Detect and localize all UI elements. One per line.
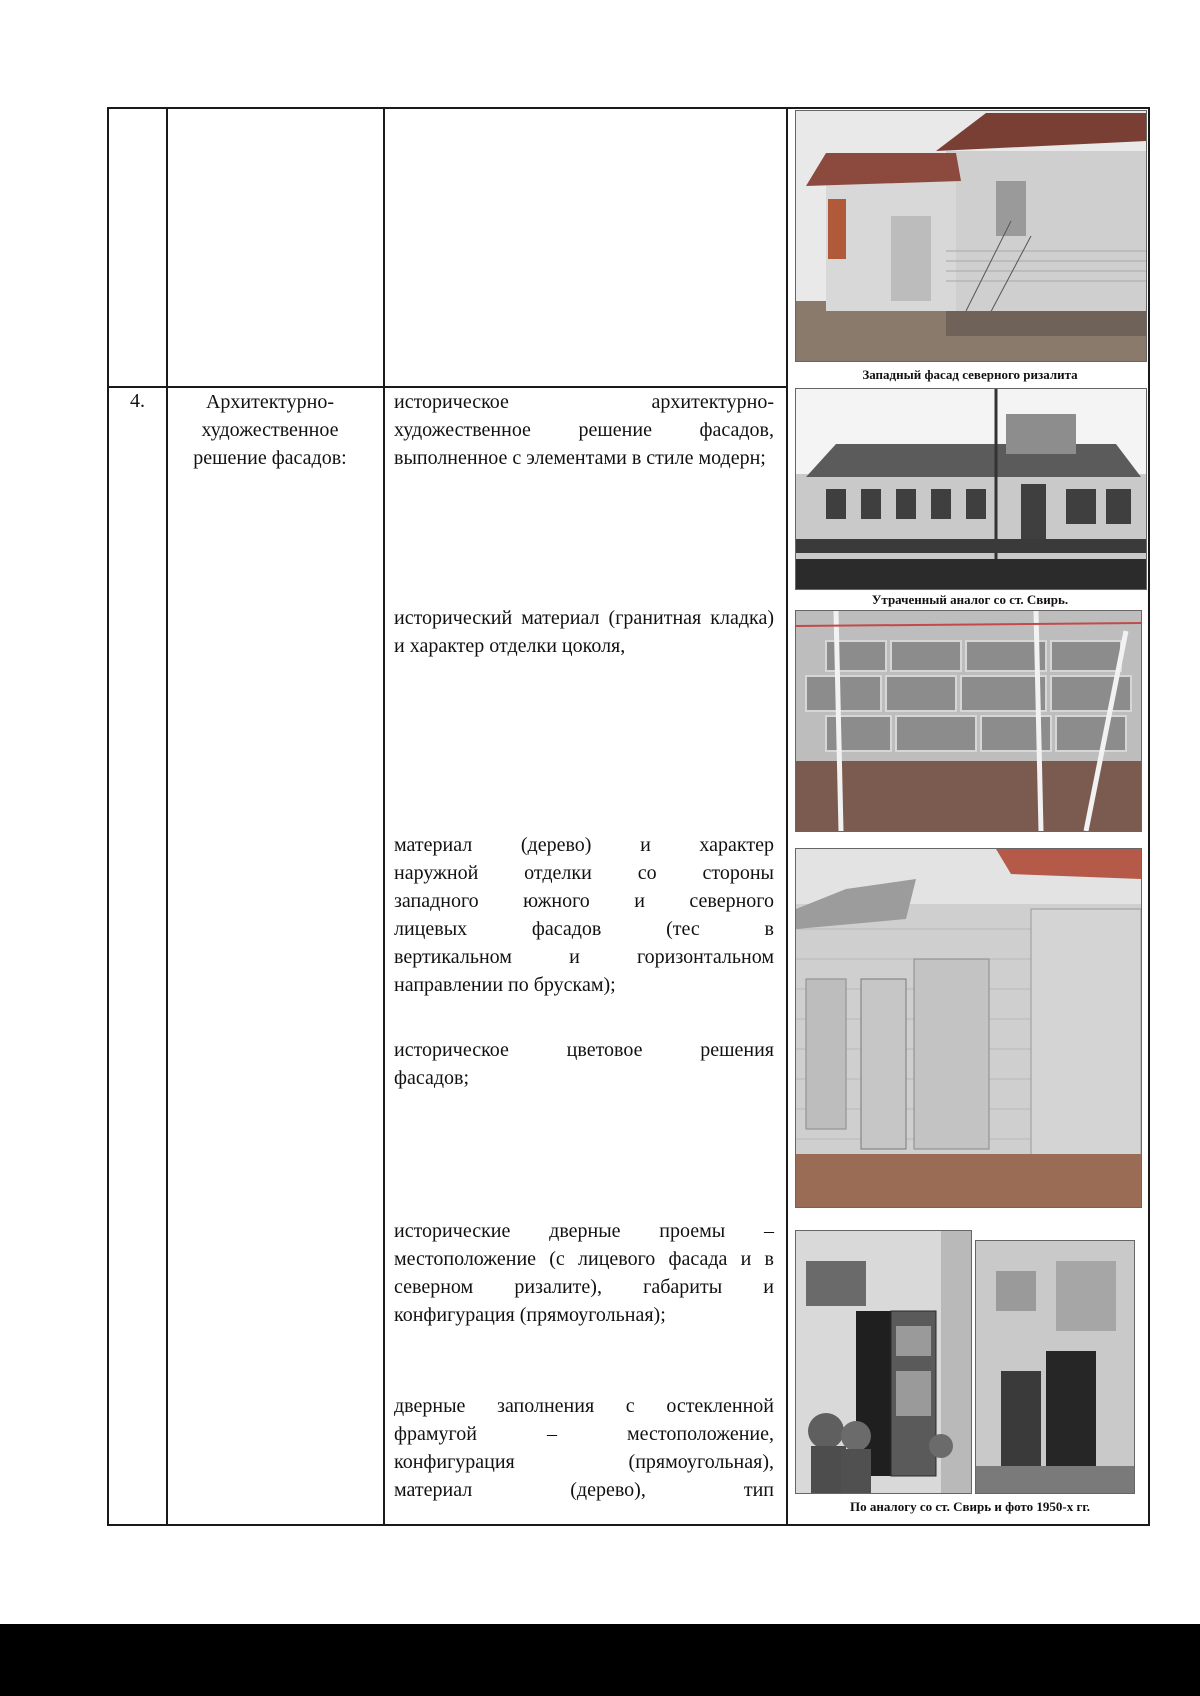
item-line: фасадов;	[394, 1067, 470, 1089]
item-line: конфигурация (прямоугольная),	[394, 1451, 774, 1473]
item-line: направлении по брускам);	[394, 974, 616, 996]
item-line: дверные заполнения с остекленной	[394, 1395, 774, 1417]
column-divider	[383, 109, 385, 1524]
row-title-line: Архитектурно-	[205, 391, 335, 413]
item-line: материал (дерево), тип	[394, 1479, 774, 1501]
photo-west-facade-north-wing	[795, 110, 1147, 362]
photo-granite-plinth	[795, 610, 1142, 832]
item-line: вертикальном и горизонтальном	[394, 946, 774, 968]
item-line: фрамугой – местоположение,	[394, 1423, 774, 1445]
photo-caption: Утраченный аналог со ст. Свирь.	[871, 592, 1069, 607]
item-text: местоположение (с лицевого фасада и в северном ризалите), габариты и конфигурация (прямоугольная);	[394, 1248, 774, 1326]
item-line: исторические дверные проемы –	[394, 1220, 774, 1242]
row-number: 4.	[130, 390, 145, 412]
item-door-openings	[394, 1217, 774, 1329]
scan-bottom-border	[0, 1624, 1200, 1696]
item-first-line: историческое архитектурно-	[394, 391, 774, 413]
photo-door-1950s	[975, 1240, 1135, 1494]
item-line: западного южного и северного	[394, 890, 774, 912]
row-title	[175, 388, 365, 472]
item-line: наружной отделки со стороны	[394, 862, 774, 884]
photo-caption: Западный фасад северного ризалита	[862, 367, 1078, 382]
column-divider	[786, 109, 788, 1524]
item-line: материал (дерево) и характер	[394, 834, 774, 856]
row-title-line: решение фасадов:	[193, 447, 347, 469]
column-divider	[166, 109, 168, 1524]
photo-door-svir	[795, 1230, 972, 1494]
photo-wooden-facade	[795, 848, 1142, 1208]
item-text: художественное решение фасадов, выполненное с элементами в стиле модерн;	[394, 419, 774, 469]
row-title-line: художественное	[201, 419, 339, 441]
photo-lost-analog-svir	[795, 388, 1147, 590]
item-line: историческое цветовое решения	[394, 1039, 774, 1061]
item-facade-solution	[394, 388, 774, 472]
item-plinth-material: исторический материал (гранитная кладка) и характер отделки цоколя,	[394, 607, 774, 657]
item-line: лицевых фасадов (тес в	[394, 918, 774, 940]
item-door-fillings	[394, 1392, 774, 1504]
photo-caption: По аналогу со ст. Свирь и фото 1950-х гг.	[849, 1499, 1091, 1514]
item-color-scheme	[394, 1036, 774, 1092]
item-wood-finish	[394, 831, 774, 999]
